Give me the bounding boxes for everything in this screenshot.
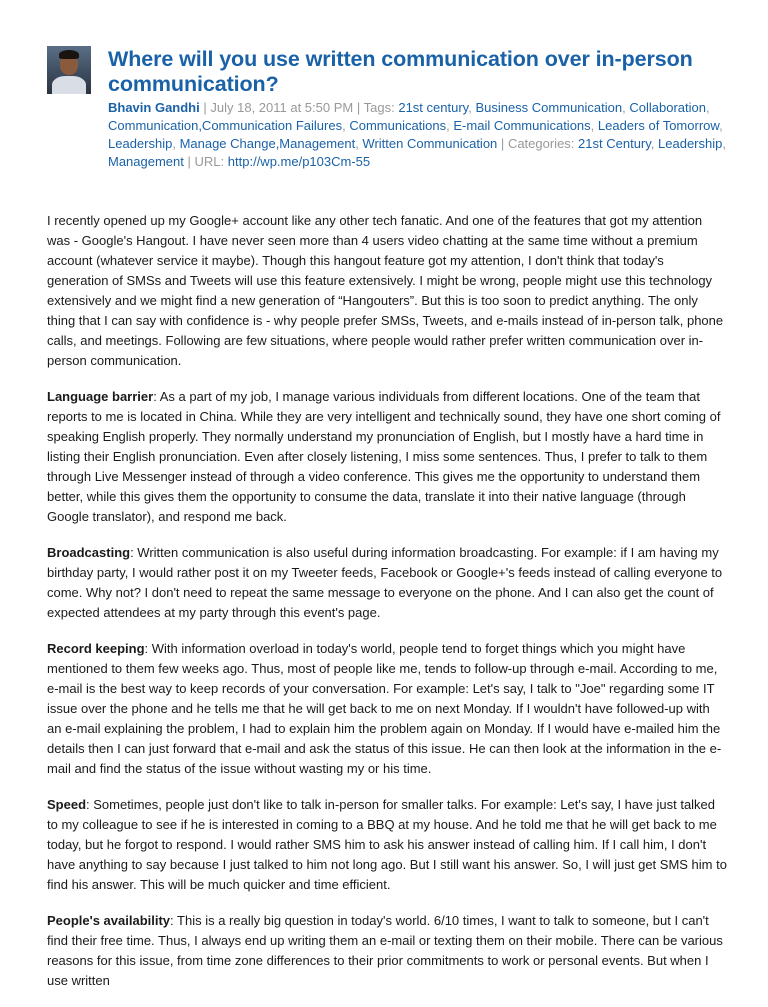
meta-separator: | <box>356 100 361 115</box>
tag-link[interactable]: Written Communication <box>362 136 498 151</box>
tags-label: Tags: <box>363 100 395 115</box>
post-body <box>47 211 727 1007</box>
categories-label: Categories: <box>507 136 575 151</box>
section-heading: People's availability <box>47 913 171 928</box>
tag-link[interactable]: Communication,Communication Failures <box>108 118 343 133</box>
section-paragraph <box>47 795 727 895</box>
section-paragraph <box>47 911 727 991</box>
section-text: : Sometimes, people just don't like to talk in-person for smaller talks. For example: Let's say, I have just talked to my colleague to see if he is interested in coming to a BBQ at my house. And he told me that he will get back to me today, but he forgot to respond. I would rather SMS him to ask his answer instead of calling him. If I call him, I don't have anything to say because I just talked to him not long ago. But I still want his answer. So, I will just get SMS him to find his answer. This will be much quicker and time efficient. <box>47 797 727 892</box>
avatar-shirt <box>52 76 86 94</box>
section-paragraph <box>47 639 727 779</box>
category-link[interactable]: Leadership <box>658 136 723 151</box>
tag-link[interactable]: Leaders of Tomorrow <box>597 118 720 133</box>
tag-link[interactable]: Communications <box>349 118 447 133</box>
meta-separator: | <box>187 154 191 169</box>
section-heading: Speed <box>47 797 87 812</box>
author-link[interactable]: Bhavin Gandhi <box>108 100 200 115</box>
tag-link[interactable]: 21st century <box>398 100 469 115</box>
section-heading: Language barrier <box>47 389 154 404</box>
author-avatar <box>47 46 91 94</box>
section-heading: Record keeping <box>47 641 145 656</box>
section-text: : Written communication is also useful during information broadcasting. For example: if I am having my birthday party, I would rather post it on my Tweeter feeds, Facebook or Google+'s feeds instead of calling everyone to come. Why not? I don't need to repeat the same message to everyone on the phone. And I can also get the count of expected attendees at my party through this event's page. <box>47 545 723 620</box>
post-header <box>108 47 728 171</box>
avatar-hair <box>59 50 79 59</box>
tag-link[interactable]: Business Communication <box>475 100 623 115</box>
section-paragraph <box>47 387 727 527</box>
section-text: : With information overload in today's world, people tend to forget things which you might have mentioned to them few weeks ago. Thus, most of people like me, tends to follow-up through e-mail. According to me, e-mail is the best way to keep records of your conversation. For example: Let's say, I talk to "Joe" regarding some IT issue over the phone and he tells me that he will get back to me on next Monday. If I wouldn't have followed-up with an e-mail explaining the problem, I had to explain him the problem again on Monday. If I would have e-mailed him the details then I can just forward that e-mail and ask the status of this issue. He can then look at the information in the e-mail and find the status of the issue without wasting my or his time. <box>47 641 722 776</box>
section-paragraph <box>47 543 727 623</box>
url-label: URL: <box>194 154 225 169</box>
category-link[interactable]: Management <box>108 154 184 169</box>
tag-link[interactable]: Leadership <box>108 136 173 151</box>
tag-link[interactable]: Manage Change,Management <box>179 136 356 151</box>
tag-link[interactable]: E-mail Communications <box>453 118 591 133</box>
section-text: : This is a really big question in today's world. 6/10 times, I want to talk to someone, but I can't find their free time. Thus, I always end up writing them an e-mail or texting them on their mobile. There can be various reasons for this issue, from time zone differences to their prior commitments to work or personal events. But when I use written <box>47 913 723 988</box>
short-url-link[interactable]: http://wp.me/p103Cm-55 <box>227 154 371 169</box>
meta-separator: | <box>203 100 207 115</box>
post-date: July 18, 2011 at 5:50 PM <box>210 100 354 115</box>
post-meta: Bhavin Gandhi | July 18, 2011 at 5:50 PM | Tags: 21st century, Business Communication, Collaboration, Communication,Communication Failures, Communications, E-mail Communications, Leaders of Tomorrow, Leadership, Manage Change,Management, Written Communication | Categories: 21st Century, Leadership, Management | URL: http://wp.me/p103Cm-55 <box>108 100 726 169</box>
post-title[interactable]: Where will you use written communication over in-person communication? <box>108 47 693 96</box>
meta-separator: | <box>500 136 505 151</box>
section-heading: Broadcasting <box>47 545 131 560</box>
category-link[interactable]: 21st Century <box>578 136 651 151</box>
intro-paragraph: I recently opened up my Google+ account like any other tech fanatic. And one of the features that got my attention was - Google's Hangout. I have never seen more than 4 users video chatting at the same time without a premium account (whatever service it maybe). Though this hangout feature got my attention, I don't think that today's generation of SMSs and Tweets will use this feature extensively. I might be wrong, people might use this technology extensively and we might find a new generation of “Hangouters”. But this is too soon to predict anything. The only thing that I can say with confidence is - why people prefer SMSs, Tweets, and e-mails instead of in-person talk, phone calls, and meetings. Following are few situations, where people would rather prefer written communication over in-person communication. <box>47 213 724 368</box>
section-text: : As a part of my job, I manage various individuals from different locations. One of the team that reports to me is located in China. While they are very intelligent and technically sound, they have one short coming of speaking English properly. They normally understand my pronunciation of English, but I mostly have a hard time in listing their English pronunciation. Even after closely listening, I miss some sentences. Thus, I prefer to talk to them through Live Messenger instead of through a video conference. This gives me the opportunity to understand them better, while this gives them the opportunity to consume the data, translate it into their native language (through Google translator), and respond me back. <box>47 389 721 524</box>
tag-link[interactable]: Collaboration <box>629 100 706 115</box>
